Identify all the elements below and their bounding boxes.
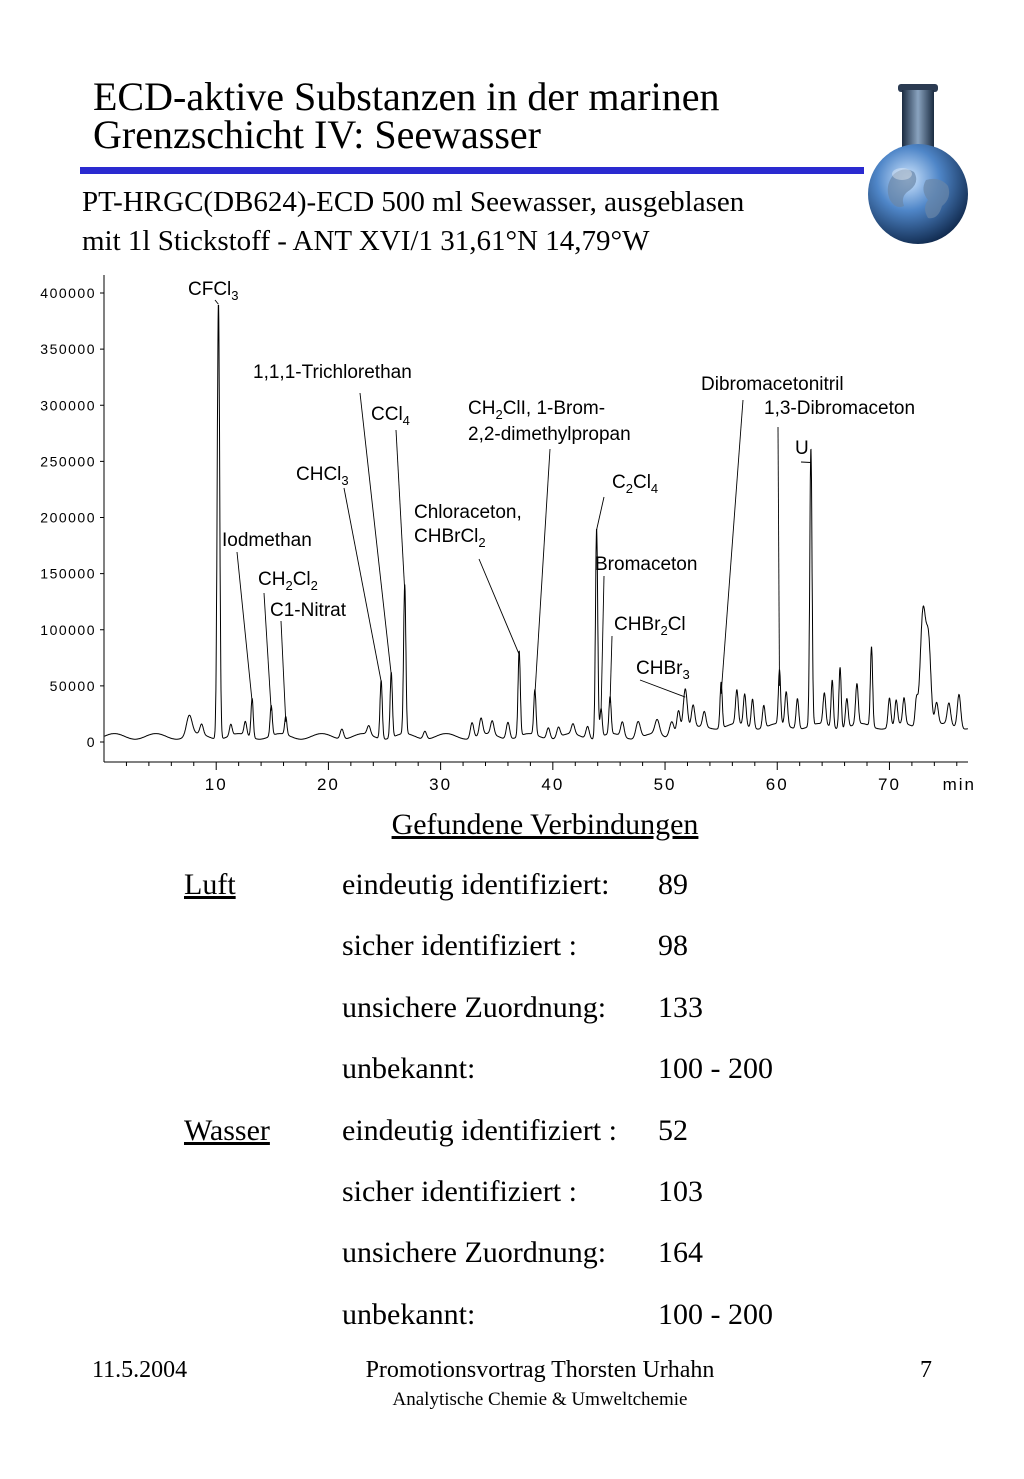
peak-label-main: Dibromacetonitril [701, 374, 844, 395]
y-tick-label: 350000 [40, 341, 96, 358]
peak-label-sub: 4 [650, 481, 659, 496]
peak-label-text [188, 279, 239, 303]
y-tick-label: 250000 [40, 453, 96, 470]
peak-label-text [253, 362, 412, 383]
stat-label: eindeutig identifiziert: [342, 868, 610, 901]
peak-label-ch2cl2 [258, 569, 318, 711]
peak-label-main: C1-Nitrat [270, 600, 347, 621]
peak-label-text [296, 464, 349, 488]
x-tick-label: 60 [765, 775, 789, 794]
peak-label-text [371, 404, 410, 428]
peak-label-text [636, 658, 690, 682]
peak-label-line2 [468, 424, 631, 445]
stat-label: unsichere Zuordnung: [342, 1236, 607, 1269]
peak-label-main: CH [468, 398, 496, 419]
y-tick-label: 200000 [40, 509, 96, 526]
stat-label: sicher identifiziert : [342, 929, 577, 962]
stat-value: 103 [658, 1175, 703, 1208]
peak-label-sub: 2 [660, 623, 668, 638]
y-tick-label: 50000 [49, 677, 96, 694]
stat-value: 89 [658, 868, 688, 901]
peak-label-main: CH [258, 569, 286, 590]
peak-label-rest: ClI, 1-Brom- [502, 398, 606, 419]
stat-label: sicher identifiziert : [342, 1175, 577, 1208]
stat-value: 100 - 200 [658, 1052, 773, 1085]
peak-label-1-3-dibromaceton [764, 398, 915, 686]
peak-annotations [188, 279, 915, 722]
peak-label-main: 1,3-Dibromaceton [764, 398, 916, 419]
peak-label-main: CHBr [636, 658, 683, 679]
chromatogram-chart [0, 260, 1024, 800]
stat-value: 100 - 200 [658, 1298, 773, 1331]
chart-ticks [40, 285, 976, 794]
peak-label-main: CHCl [296, 464, 342, 485]
found-heading: Gefundene Verbindungen [391, 808, 699, 841]
x-tick-label: 70 [877, 775, 901, 794]
peak-label-text [764, 398, 915, 419]
peak-label-c2cl4 [597, 472, 659, 530]
x-tick-label: 40 [541, 775, 565, 794]
stat-value: 164 [658, 1236, 703, 1269]
peak-leader-line [479, 559, 519, 654]
peak-leader-line [281, 621, 286, 722]
footer-date: 11.5.2004 [92, 1357, 188, 1383]
stat-value: 52 [658, 1114, 688, 1147]
peak-label-text [270, 600, 347, 621]
peak-label-sub: 2 [478, 535, 486, 550]
peak-label-rest: Cl [292, 569, 311, 590]
stat-value: 98 [658, 929, 688, 962]
peak-leader-line [778, 427, 779, 686]
peak-label-sub: 2 [310, 578, 318, 593]
slide-title [93, 74, 873, 157]
peak-label-ccl4 [371, 404, 410, 590]
y-tick-label: 400000 [40, 285, 96, 301]
subtitle-line-2: mit 1l Stickstoff - ANT XVI/1 31,61°N 14,79°W [82, 225, 650, 257]
peak-label-main: CFCl [188, 279, 232, 300]
peak-leader-line [237, 552, 252, 702]
peak-leader-line [344, 488, 381, 681]
title-line-2: Grenzschicht IV: Seewasser [93, 112, 541, 157]
peak-label-cfcl3 [188, 279, 239, 304]
x-tick-label: 30 [429, 775, 453, 794]
peak-label-sub: 2 [625, 481, 633, 496]
stat-label: eindeutig identifiziert : [342, 1114, 617, 1147]
y-tick-label: 0 [86, 734, 96, 750]
peak-label-text [795, 438, 809, 459]
chart-axes [104, 275, 968, 762]
peak-leader-line [640, 680, 685, 697]
x-tick-label: 10 [204, 775, 228, 794]
peak-leader-line [215, 300, 218, 304]
peak-label-ch2cli-1-brom-2-2-dimethylpropan [468, 398, 631, 695]
stat-label: unsichere Zuordnung: [342, 991, 607, 1024]
peak-label-main: C [612, 472, 626, 493]
peak-label-main: U [795, 438, 809, 459]
peak-label-chloraceton-chbrcl2 [414, 502, 522, 654]
peak-label-main: Bromaceton [595, 554, 698, 575]
y-tick-label: 150000 [40, 565, 96, 582]
peak-label-main: 2,2-dimethylpropan [468, 424, 631, 445]
peak-label-main: CHBrCl [414, 526, 479, 547]
stat-label: unbekannt: [342, 1298, 476, 1331]
x-unit-label: min [942, 775, 976, 794]
peak-label-main: Iodmethan [222, 530, 312, 551]
peak-leader-line [360, 393, 391, 675]
peak-label-text [612, 472, 658, 496]
peak-label-dibromacetonitril [701, 374, 844, 694]
peak-label-main: CCl [371, 404, 403, 425]
peak-label-main: Chloraceton, [414, 502, 522, 523]
x-tick-label: 20 [316, 775, 340, 794]
peak-label-text [222, 530, 312, 551]
peak-leader-line [721, 400, 743, 694]
footer-title: Promotionsvortrag Thorsten Urhahn [365, 1357, 715, 1383]
peak-label-sub: 3 [682, 667, 690, 682]
peak-label-line2 [414, 526, 486, 550]
peak-label-c1-nitrat [270, 600, 347, 722]
peak-leader-line [610, 636, 612, 703]
peak-label-main: 1,1,1-Trichlorethan [253, 362, 412, 383]
title-divider [80, 167, 864, 174]
peak-label-text [258, 569, 318, 593]
peak-label-text [614, 614, 686, 638]
peak-label-rest: Cl [632, 472, 651, 493]
y-tick-label: 300000 [40, 397, 96, 414]
peak-label-text [414, 502, 522, 523]
x-tick-label: 50 [653, 775, 677, 794]
page-number: 7 [920, 1357, 932, 1383]
peak-label-text [595, 554, 697, 575]
peak-leader-line [601, 576, 604, 712]
stat-value: 133 [658, 991, 703, 1024]
peak-label-sub: 4 [402, 413, 410, 428]
peak-label-sub: 3 [341, 473, 349, 488]
group-label-wasser: Wasser [184, 1114, 270, 1147]
peak-leader-line [396, 430, 405, 590]
subtitle-line-1: PT-HRGC(DB624)-ECD 500 ml Seewasser, ausgeblasen [82, 186, 745, 218]
globe-flask-icon [866, 82, 970, 248]
footer-subtitle: Analytische Chemie & Umweltchemie [392, 1389, 688, 1410]
peak-label-main: CHBr [614, 614, 661, 635]
peak-label-text [468, 398, 605, 422]
peak-label-chbr3 [636, 658, 690, 697]
y-tick-label: 100000 [40, 621, 96, 638]
chart-subtitle [82, 183, 744, 261]
peak-label-u [795, 438, 811, 462]
peak-label-sub: 2 [285, 578, 293, 593]
peak-leader-line [535, 449, 550, 695]
peak-label-sub: 3 [231, 288, 239, 303]
peak-label-text [701, 374, 844, 395]
title-line-1: ECD-aktive Substanzen in der marinen [93, 74, 720, 119]
peak-label-rest: Cl [667, 614, 686, 635]
peak-leader-line [597, 497, 604, 530]
stat-label: unbekannt: [342, 1052, 476, 1085]
group-label-luft: Luft [184, 868, 236, 901]
peak-label-sub: 2 [495, 407, 503, 422]
